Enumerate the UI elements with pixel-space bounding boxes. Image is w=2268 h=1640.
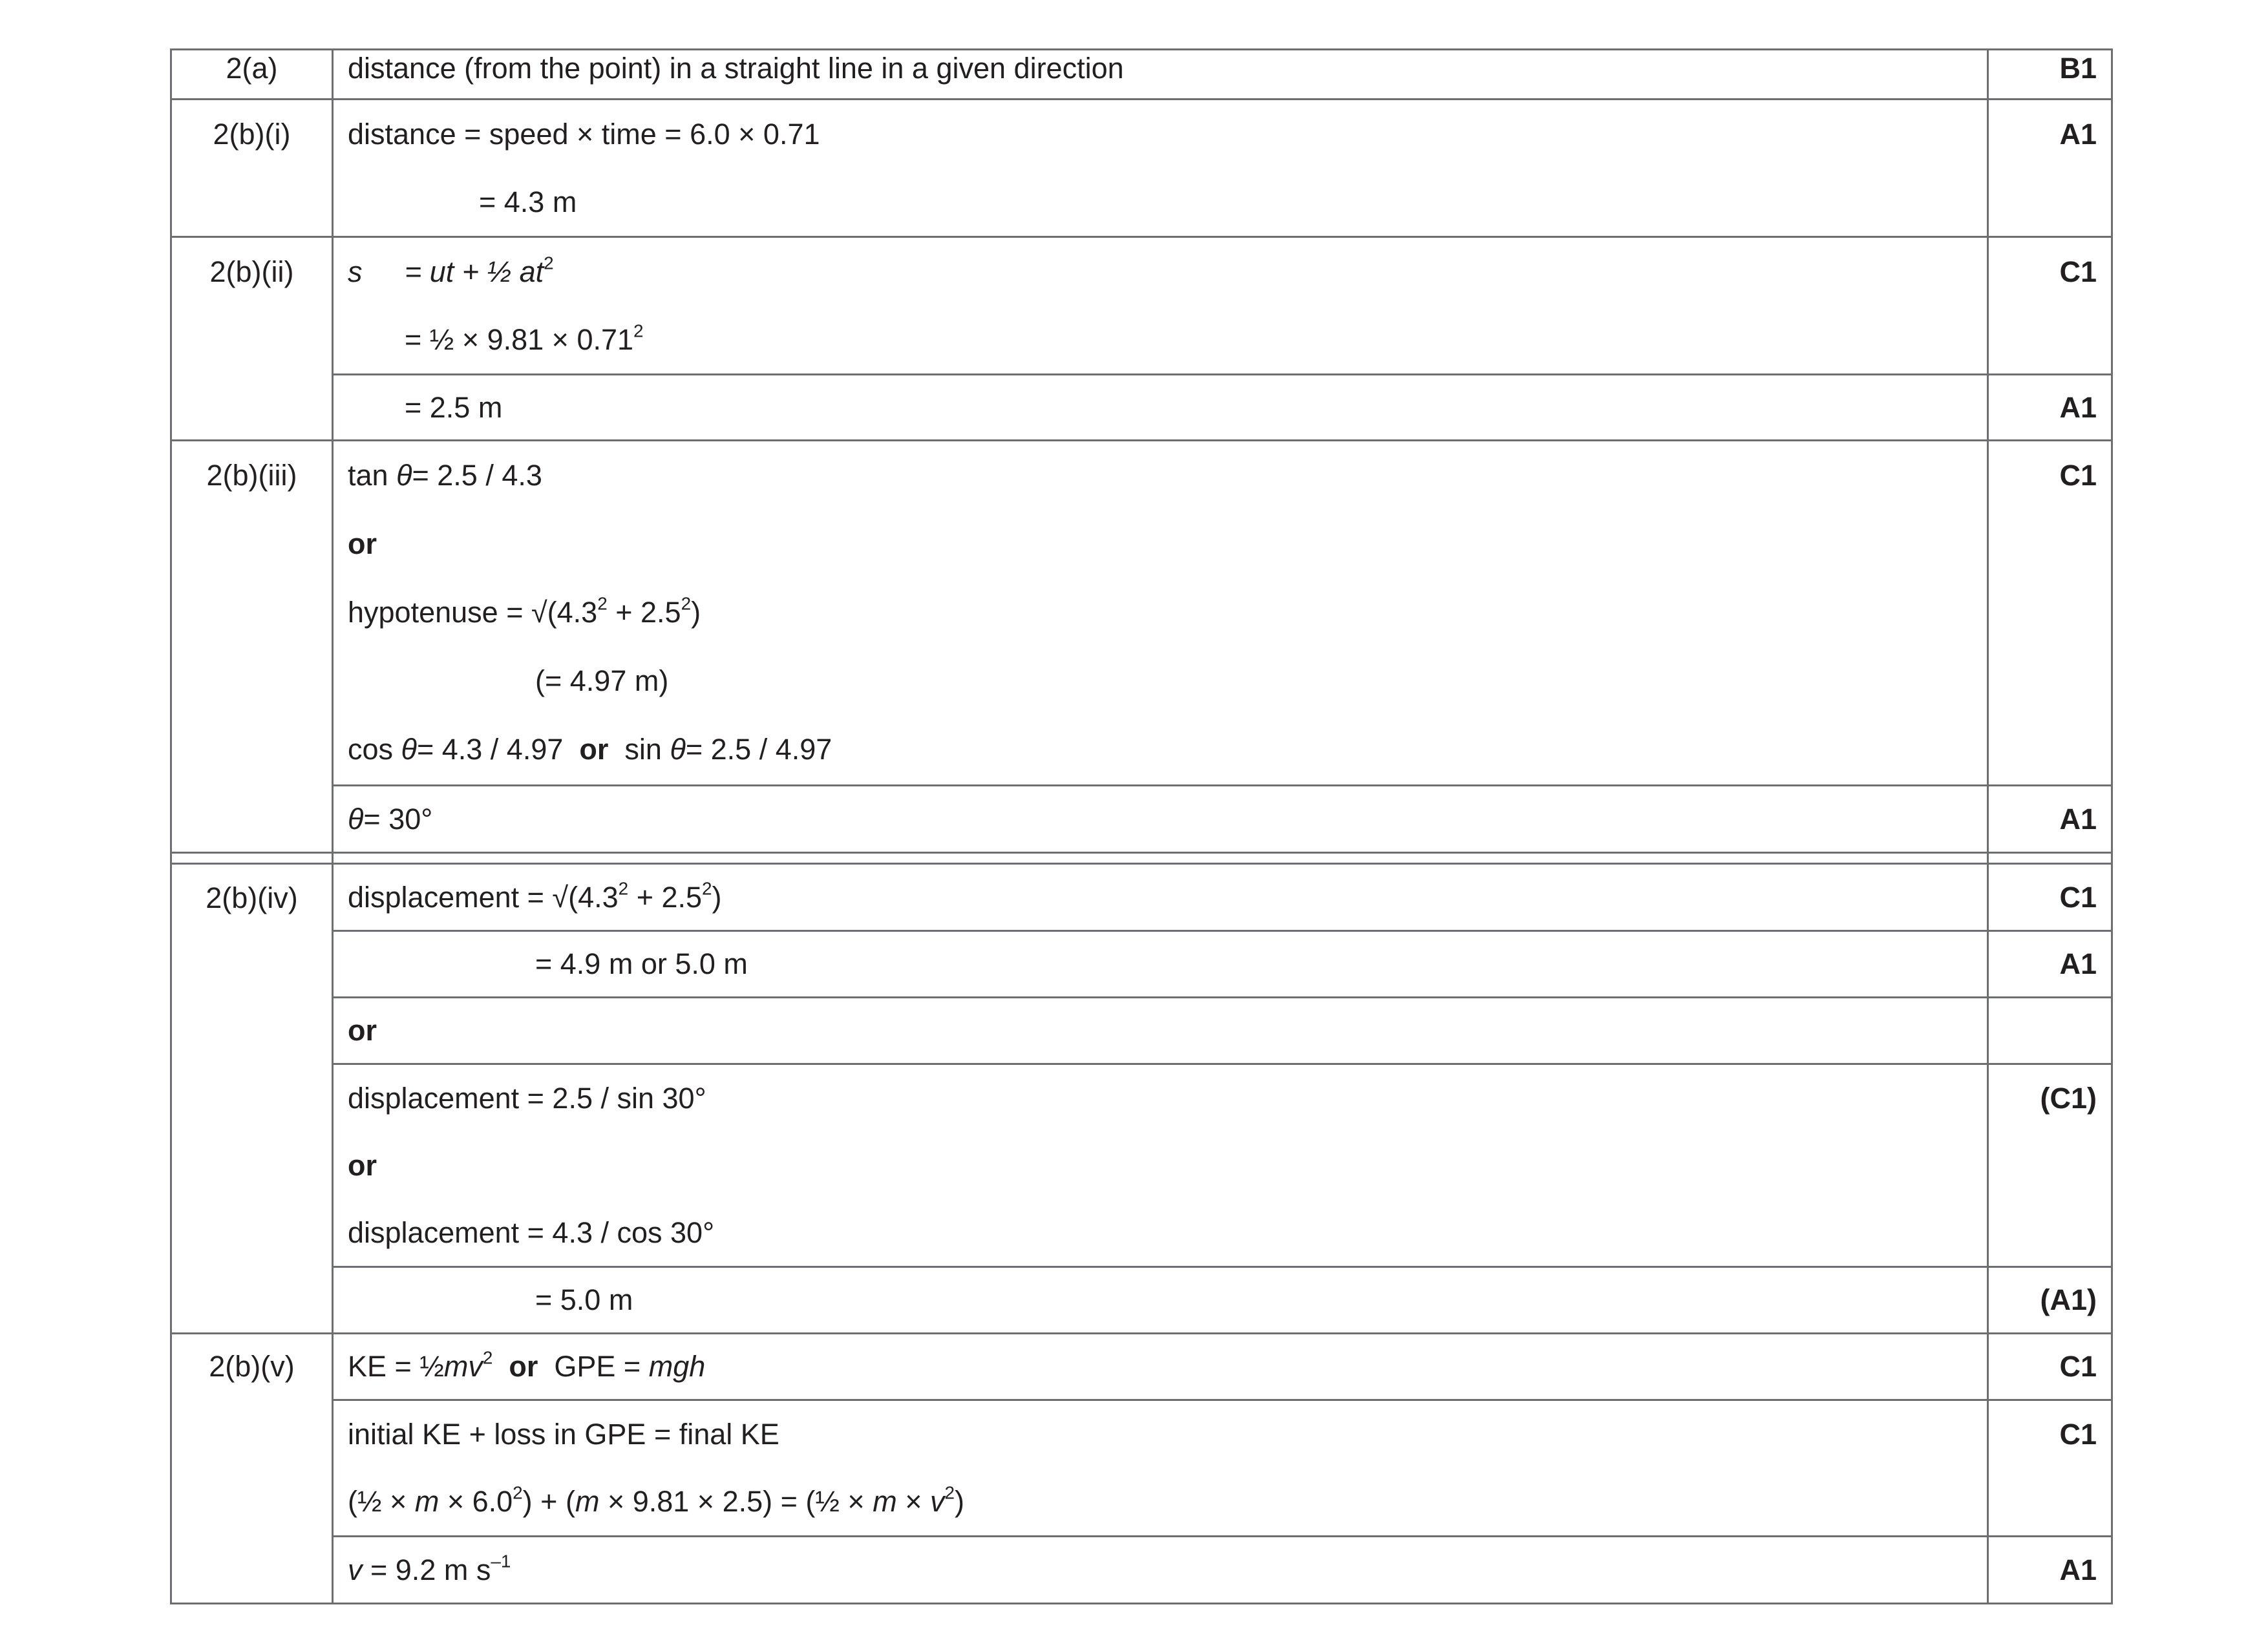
answer-line: = 4.9 m or 5.0 m <box>535 947 748 980</box>
superscript: 2 <box>702 878 712 899</box>
mark-label: A1 <box>2059 803 2097 836</box>
variable-mv: mv <box>443 1350 483 1383</box>
answer-line: = 2.5 m <box>405 391 503 424</box>
question-label: 2(b)(v) <box>209 1350 295 1383</box>
question-number <box>171 237 333 441</box>
answer-cell <box>333 1400 1988 1537</box>
equation-text: = ½ × 9.81 × 0.71 <box>405 323 634 356</box>
answer-cell <box>333 441 1988 786</box>
table-row <box>171 1400 2112 1537</box>
answer-line: displacement = 4.3 / cos 30° <box>348 1216 715 1249</box>
answer-line: or <box>348 1149 377 1182</box>
answer-cell <box>333 864 1988 931</box>
marks-cell <box>1988 786 2112 853</box>
answer-line: initial KE + loss in GPE = final KE <box>348 1418 779 1451</box>
answer-cell <box>333 375 1988 441</box>
equation-text: + 2.5 <box>607 596 681 629</box>
equation-text: + 2.5 <box>628 881 703 914</box>
answer-cell <box>333 50 1988 100</box>
variable-m: m <box>414 1485 440 1518</box>
table-row <box>171 1064 2112 1267</box>
equation-text: cos <box>348 733 401 766</box>
mark-scheme-table <box>170 48 2113 1604</box>
table-row <box>171 237 2112 375</box>
superscript: –1 <box>491 1551 511 1572</box>
marks-cell <box>1988 1064 2112 1267</box>
theta-symbol: θ <box>348 803 364 836</box>
question-number <box>171 1334 333 1604</box>
equation-text: = 9.2 m s <box>362 1553 491 1586</box>
variable-v: v <box>348 1553 363 1586</box>
answer-line: distance (from the point) in a straight line in a given direction <box>348 52 1124 85</box>
variable-v: v <box>930 1485 945 1518</box>
answer-line <box>348 578 1987 647</box>
equation-text: ) <box>712 881 722 914</box>
answer-line: = 4.3 m <box>479 185 577 218</box>
marks-cell <box>1988 864 2112 931</box>
table-row <box>171 441 2112 786</box>
question-label: 2(a) <box>226 52 278 85</box>
equation-text: × <box>896 1485 931 1518</box>
equation-text: ) + ( <box>522 1485 575 1518</box>
separator-cell <box>171 853 333 864</box>
superscript: 2 <box>482 1347 493 1368</box>
answer-line: = 5.0 m <box>535 1283 633 1316</box>
mark-label: C1 <box>2059 1350 2097 1383</box>
equation-text: (½ × <box>348 1485 415 1518</box>
marks-cell <box>1988 50 2112 100</box>
marks-cell <box>1988 998 2112 1064</box>
answer-line <box>348 441 1987 510</box>
variable-m: m <box>873 1485 897 1518</box>
answer-line: or <box>348 527 377 560</box>
mark-label: C1 <box>2059 881 2097 914</box>
equation-text: = ut + ½ at <box>405 255 544 288</box>
superscript: 2 <box>681 593 692 614</box>
superscript: 2 <box>633 321 644 341</box>
equation-text: tan <box>348 459 397 492</box>
theta-symbol: θ <box>396 459 412 492</box>
variable-s: s <box>348 255 363 288</box>
marks-cell <box>1988 100 2112 237</box>
table-separator <box>171 853 2112 864</box>
equation-text: = 4.3 / 4.97 <box>416 733 564 766</box>
mark-label: C1 <box>2059 1418 2097 1451</box>
mark-label: C1 <box>2059 459 2097 492</box>
theta-symbol: θ <box>401 733 417 766</box>
question-number <box>171 50 333 100</box>
mark-label: A1 <box>2059 1553 2097 1586</box>
separator-cell <box>1988 853 2112 864</box>
equation-text: displacement = √(4.3 <box>348 881 619 914</box>
answer-cell <box>333 998 1988 1064</box>
superscript: 2 <box>618 878 629 899</box>
question-label: 2(b)(iv) <box>206 881 298 914</box>
question-number <box>171 441 333 853</box>
answer-line <box>348 1334 1987 1399</box>
table-row <box>171 50 2112 100</box>
answer-line: or <box>348 1014 377 1047</box>
answer-cell <box>333 1537 1988 1604</box>
marks-cell <box>1988 1267 2112 1334</box>
marks-cell <box>1988 237 2112 375</box>
table-row <box>171 998 2112 1064</box>
mark-label: A1 <box>2059 391 2097 424</box>
answer-cell <box>333 1064 1988 1267</box>
variable-mgh: mgh <box>648 1350 706 1383</box>
marks-cell <box>1988 441 2112 786</box>
superscript: 2 <box>597 593 608 614</box>
equation-text: = 2.5 / 4.3 <box>412 459 542 492</box>
answer-line <box>348 1468 1987 1535</box>
equation-text: = 2.5 / 4.97 <box>685 733 832 766</box>
answer-line <box>348 865 1987 930</box>
answer-line: (= 4.97 m) <box>535 664 669 697</box>
answer-cell <box>333 237 1988 375</box>
answer-line <box>348 238 1987 306</box>
equation-text: ) <box>955 1485 965 1518</box>
separator-cell <box>333 853 1988 864</box>
mark-label: A1 <box>2059 947 2097 980</box>
superscript: 2 <box>544 253 554 273</box>
answer-cell <box>333 1334 1988 1400</box>
table-row <box>171 864 2112 931</box>
marks-cell <box>1988 1400 2112 1537</box>
table-row <box>171 1267 2112 1334</box>
answer-cell <box>333 931 1988 998</box>
variable-m: m <box>575 1485 600 1518</box>
mark-label: (A1) <box>2040 1283 2097 1316</box>
mark-label: C1 <box>2059 255 2097 288</box>
equation-text: hypotenuse = √(4.3 <box>348 596 598 629</box>
marks-cell <box>1988 1537 2112 1604</box>
table-row <box>171 1537 2112 1604</box>
equation-text: GPE = <box>554 1350 649 1383</box>
equation-text: KE = ½ <box>348 1350 444 1383</box>
answer-line <box>348 1537 1987 1603</box>
equation-text: × 9.81 × 2.5) = (½ × <box>599 1485 873 1518</box>
mark-label: A1 <box>2059 118 2097 151</box>
question-label: 2(b)(ii) <box>209 255 294 288</box>
answer-line <box>348 306 1987 373</box>
question-label: 2(b)(i) <box>213 118 291 151</box>
answer-cell <box>333 786 1988 853</box>
superscript: 2 <box>513 1482 523 1503</box>
mark-label: (C1) <box>2040 1082 2097 1115</box>
table-row <box>171 100 2112 237</box>
mark-label: B1 <box>2059 52 2097 85</box>
equation-text: × 6.0 <box>439 1485 513 1518</box>
equation-text: = 30° <box>363 803 433 836</box>
marks-cell <box>1988 375 2112 441</box>
or-label: or <box>579 733 609 766</box>
answer-line <box>348 715 1987 784</box>
question-label: 2(b)(iii) <box>206 459 297 492</box>
equation-text: ) <box>691 596 701 629</box>
question-number <box>171 100 333 237</box>
marks-cell <box>1988 931 2112 998</box>
answer-line: displacement = 2.5 / sin 30° <box>348 1082 706 1115</box>
answer-cell <box>333 100 1988 237</box>
table-row <box>171 786 2112 853</box>
table-row <box>171 1334 2112 1400</box>
superscript: 2 <box>944 1482 955 1503</box>
table-row <box>171 931 2112 998</box>
equation-text: sin <box>616 733 670 766</box>
answer-cell <box>333 1267 1988 1334</box>
table-row <box>171 375 2112 441</box>
or-label: or <box>509 1350 538 1383</box>
answer-line: distance = speed × time = 6.0 × 0.71 <box>348 118 820 151</box>
marks-cell <box>1988 1334 2112 1400</box>
answer-line <box>348 786 1987 852</box>
question-number <box>171 864 333 1334</box>
theta-symbol: θ <box>670 733 686 766</box>
